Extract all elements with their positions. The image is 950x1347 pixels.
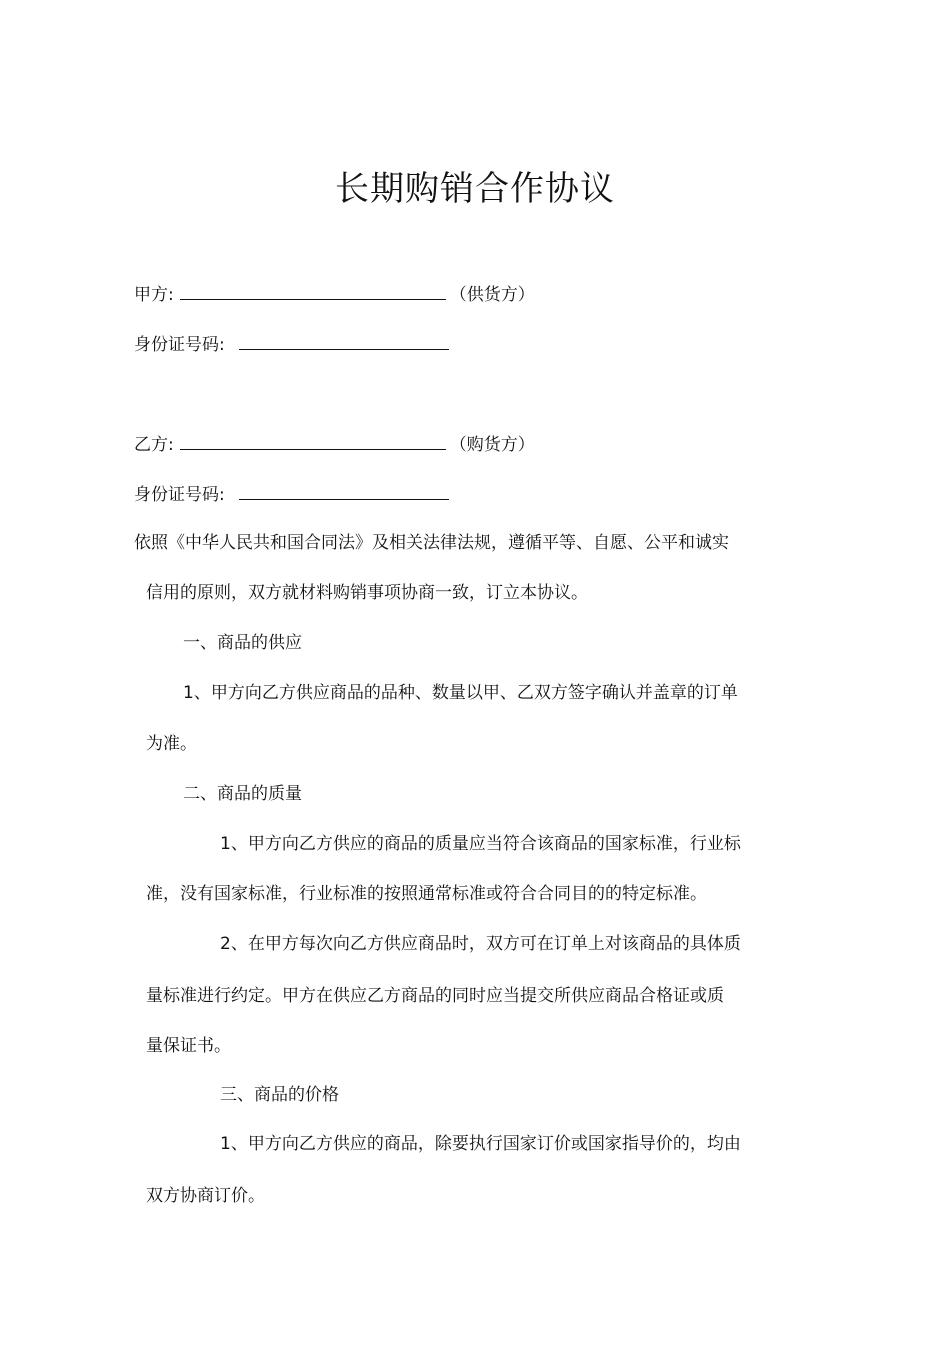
section-3-heading: 三、商品的价格 [220, 1085, 339, 1105]
section-2-clause-2-line-3: 量保证书。 [146, 1036, 231, 1056]
section-1-heading: 一、商品的供应 [183, 633, 302, 653]
section-2-clause-1-line-2: 准，没有国家标准，行业标准的按照通常标准或符合合同目的的特定标准。 [146, 884, 707, 904]
party-a-blank-line [180, 281, 446, 300]
section-3-clause-1-line-2: 双方协商订价。 [146, 1186, 265, 1206]
section-2-clause-2-line-2: 量标准进行约定。甲方在供应乙方商品的同时应当提交所供应商品合格证或质 [146, 986, 724, 1006]
party-a-id-blank-line [239, 331, 449, 350]
section-1-clause-1-line-2: 为准。 [146, 734, 197, 754]
party-b-id-label: 身份证号码: [134, 485, 225, 505]
party-b-label: 乙方: [134, 435, 174, 455]
party-a-label: 甲方: [134, 285, 174, 305]
section-2-clause-1-line-1: 1、甲方向乙方供应的商品的质量应当符合该商品的国家标准，行业标 [220, 834, 741, 854]
party-b-role: （购货方） [449, 435, 535, 455]
section-2-clause-2-line-1: 2、在甲方每次向乙方供应商品时，双方可在订单上对该商品的具体质 [220, 934, 741, 954]
party-b-blank-line [180, 431, 446, 450]
section-1-clause-1-line-1: 1、甲方向乙方供应商品的品种、数量以甲、乙双方签字确认并盖章的订单 [183, 683, 738, 703]
section-2-heading: 二、商品的质量 [183, 784, 302, 804]
party-a-role: （供货方） [449, 285, 535, 305]
party-b-id-blank-line [239, 481, 449, 500]
party-b-row [134, 431, 535, 457]
party-a-row [134, 281, 535, 307]
preamble-line-1: 依照《中华人民共和国合同法》及相关法律法规，遵循平等、自愿、公平和诚实 [134, 533, 729, 553]
section-3-clause-1-line-1: 1、甲方向乙方供应的商品，除要执行国家订价或国家指导价的，均由 [220, 1134, 741, 1154]
party-b-id-row [134, 481, 453, 507]
party-a-id-row [134, 331, 453, 357]
document-title: 长期购销合作协议 [335, 169, 615, 209]
party-a-id-label: 身份证号码: [134, 335, 225, 355]
preamble-line-2: 信用的原则，双方就材料购销事项协商一致，订立本协议。 [146, 583, 588, 603]
